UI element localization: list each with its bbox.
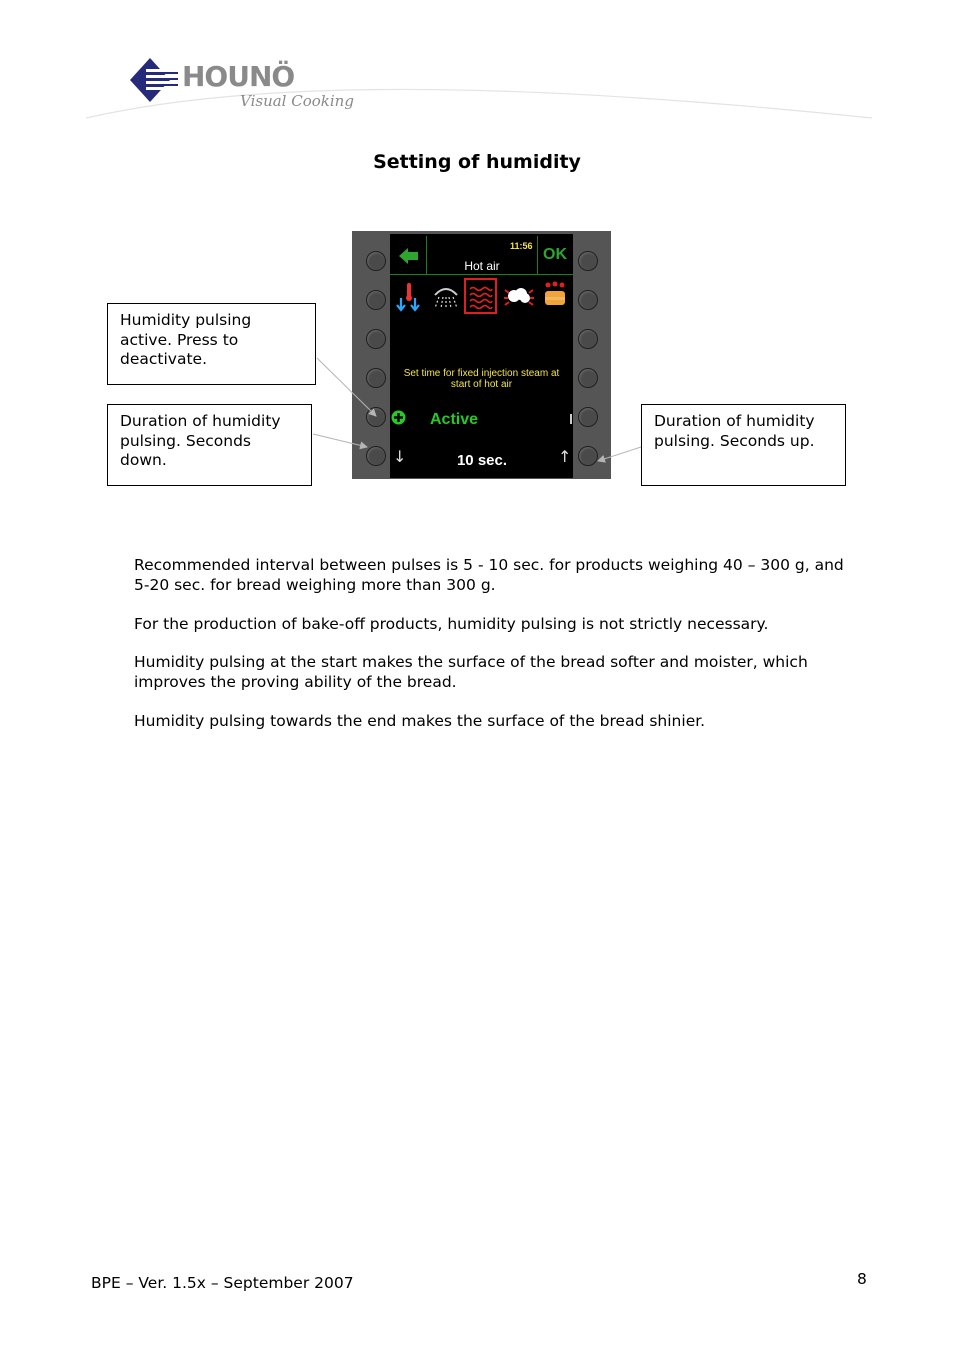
right-softkey-6[interactable] (578, 446, 598, 466)
left-softkey-1[interactable] (366, 251, 386, 271)
ok-button[interactable]: OK (543, 246, 567, 263)
right-softkey-2[interactable] (578, 290, 598, 310)
left-softkey-4[interactable] (366, 368, 386, 388)
left-softkey-5[interactable] (366, 407, 386, 427)
back-arrow-icon[interactable] (399, 247, 419, 265)
steam-cloud-icon[interactable] (503, 284, 535, 308)
mode-label: Hot air (464, 259, 500, 273)
temperature-icon[interactable] (396, 282, 422, 312)
brand-name: HOUNÖ (182, 60, 295, 93)
pulsing-status[interactable]: Active (430, 411, 479, 428)
paragraph-start-pulsing: Humidity pulsing at the start makes the surface of the bread softer and moister, which improves the proving ability of the bread. (134, 653, 808, 691)
plus-icon[interactable] (391, 410, 406, 425)
left-softkey-6[interactable] (366, 446, 386, 466)
right-softkey-1[interactable] (578, 251, 598, 271)
heat-waves-icon (469, 283, 493, 309)
footer-version: BPE – Ver. 1.5x – September 2007 (91, 1274, 354, 1292)
left-softkey-3[interactable] (366, 329, 386, 349)
page-title: Setting of humidity (373, 151, 581, 173)
paragraph-interval: Recommended interval between pulses is 5 - 10 sec. for products weighing 40 – 300 g, and 5-20 sec. for bread weighing more than 300 g. (134, 556, 844, 594)
screen-divider-right (537, 236, 538, 274)
paragraph-end-pulsing: Humidity pulsing towards the end makes the surface of the bread shinier. (134, 712, 706, 730)
seconds-down-arrow-icon[interactable]: ↓ (393, 447, 407, 466)
brand-tagline: Visual Cooking (240, 92, 354, 110)
shower-icon[interactable] (431, 283, 461, 309)
callout-seconds-up: Duration of humidity pulsing. Seconds up. (641, 404, 846, 486)
left-softkey-2[interactable] (366, 290, 386, 310)
callout-seconds-down: Duration of humidity pulsing. Seconds down. (107, 404, 312, 486)
right-softkey-5[interactable] (578, 407, 598, 427)
seconds-up-arrow-icon[interactable]: ↑ (558, 447, 572, 466)
right-softkey-4[interactable] (578, 368, 598, 388)
screen-divider-bottom (390, 274, 573, 275)
screen-marker (570, 414, 572, 424)
clock-time: 11:56 (510, 241, 533, 251)
screen-divider-left (426, 236, 427, 274)
page-number: 8 (857, 1270, 867, 1288)
right-softkey-3[interactable] (578, 329, 598, 349)
tray-icon[interactable] (542, 281, 568, 309)
hint-text: Set time for fixed injection steam at start of hot air (403, 368, 560, 390)
paragraph-bake-off: For the production of bake-off products, humidity pulsing is not strictly necessary. (134, 615, 769, 633)
callout-pulsing-active: Humidity pulsing active. Press to deactivate. (107, 303, 316, 385)
pulse-duration: 10 sec. (456, 452, 508, 469)
